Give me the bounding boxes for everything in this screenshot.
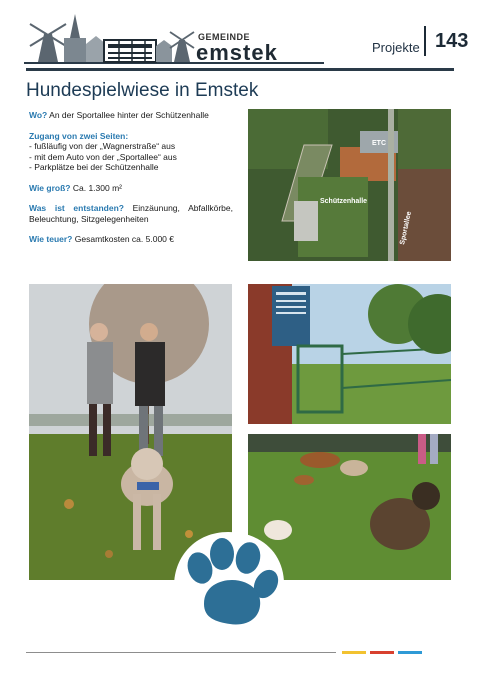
access-item: - mit dem Auto von der „Sportallee“ aus: [29, 151, 177, 162]
header-rule: [26, 68, 454, 71]
page-number: 143: [435, 30, 469, 52]
info-block: [29, 110, 233, 255]
page-title: Hundespielwiese in Emstek: [26, 80, 259, 101]
footer-bar-red: [370, 651, 394, 654]
cost-answer: Gesamtkosten ca. 5.000 €: [74, 234, 174, 244]
built-answer: Einzäunung, Abfallkörbe, Beleuchtung, Sitzgelegenheiten: [29, 203, 233, 224]
cost-question: Wie teuer?: [29, 234, 73, 244]
footer-bar-yellow: [342, 651, 366, 654]
info-where: [29, 110, 233, 121]
info-built: [29, 203, 233, 224]
brand-small-text: GEMEINDE: [198, 32, 251, 42]
access-heading: Zugang von zwei Seiten:: [29, 130, 129, 141]
header-separator: [424, 26, 426, 56]
access-item: - Parkplätze bei der Schützenhalle: [29, 162, 159, 172]
footer-bar-blue: [398, 651, 422, 654]
info-size: [29, 183, 233, 194]
info-cost: [29, 234, 233, 245]
size-answer: Ca. 1.300 m²: [72, 182, 122, 193]
where-question: Wo?: [29, 110, 48, 120]
access-item: - fußläufig von der „Wagnerstraße“ aus: [29, 141, 176, 151]
aerial-label-etc: ETC: [372, 140, 386, 147]
section-label: Projekte: [372, 40, 420, 55]
aerial-photo: [248, 109, 451, 261]
village-skyline-logo: [24, 12, 324, 70]
footer-rule: [26, 652, 336, 653]
size-question: Wie groß?: [29, 182, 71, 193]
aerial-label-hall: Schützenhalle: [320, 198, 368, 205]
brand-name: emstek: [196, 40, 278, 65]
gate-photo: [248, 284, 451, 424]
paw-print-icon: [170, 528, 286, 636]
aerial-label-street: Sportallee: [399, 210, 413, 246]
built-question: Was ist entstanden?: [29, 203, 124, 213]
where-answer: An der Sportallee hinter der Schützenhalle: [49, 110, 209, 120]
